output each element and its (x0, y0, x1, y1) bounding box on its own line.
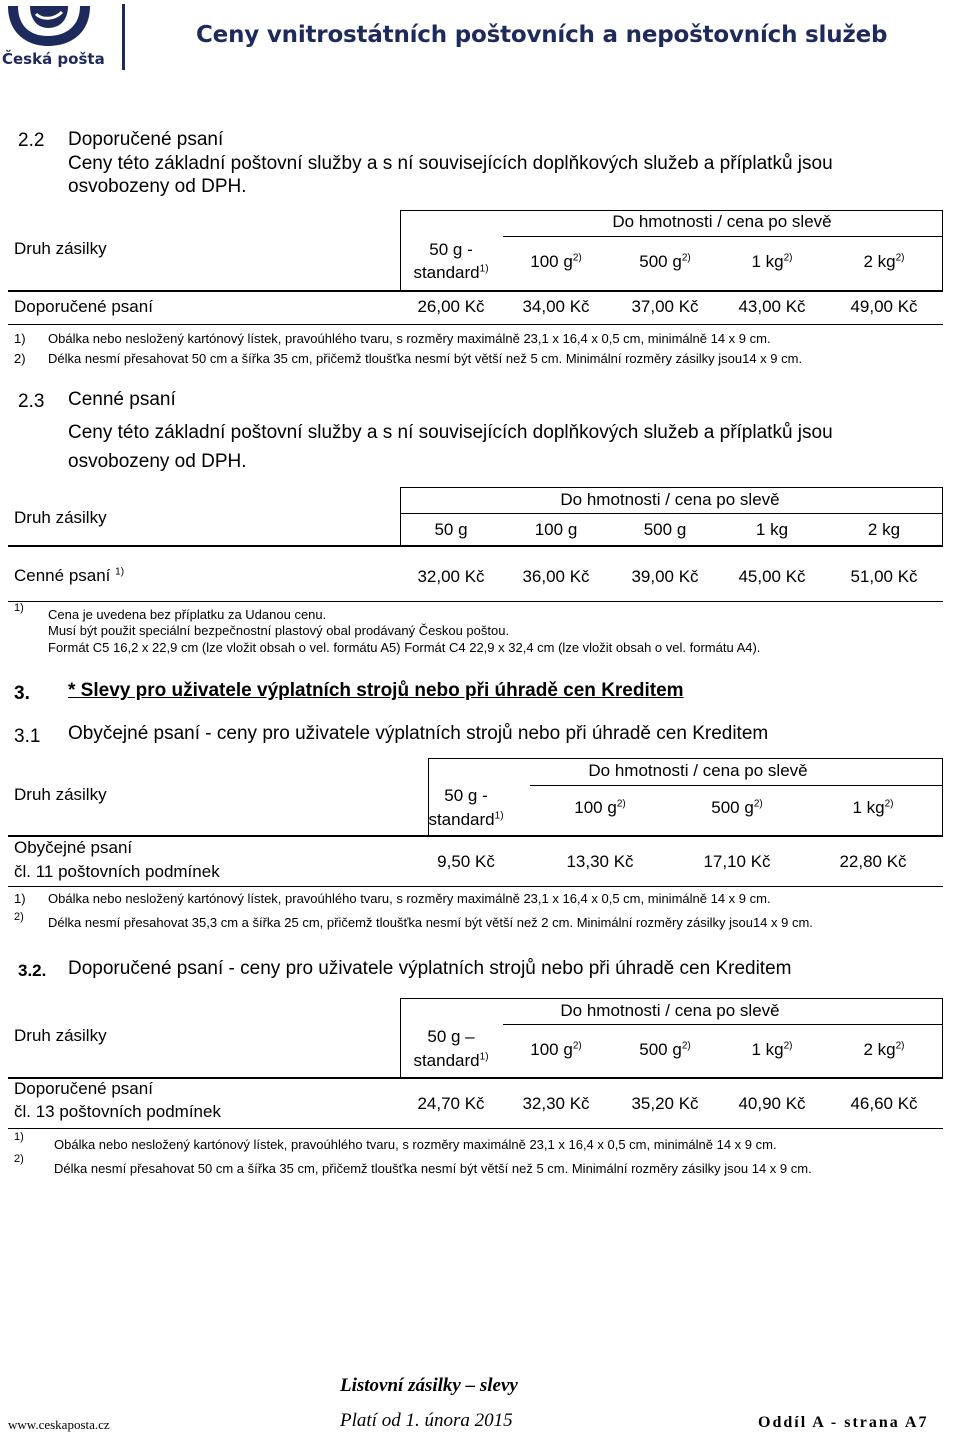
row-label: Cenné psaní $^{1)}$ (14, 566, 125, 585)
group-header: Do hmotnosti / cena po slevě (588, 761, 808, 780)
column-header: standard$^{1)}$ (413, 263, 489, 282)
section-title: Obyčejné psaní - ceny pro uživatele výplatních strojů nebo při úhradě cen Kreditem (68, 723, 769, 744)
header-divider (122, 4, 125, 70)
footer-validity: Platí od 1. února 2015 (340, 1410, 513, 1431)
price-cell: 45,00 Kč (738, 567, 806, 586)
column-header: standard$^{1)}$ (428, 810, 504, 829)
section-number: 3. (14, 683, 30, 704)
column-header: standard$^{1)}$ (413, 1051, 489, 1070)
row-header: Druh zásilky (14, 1026, 107, 1045)
footnote-text: Délka nesmí přesahovat 50 cm a šířka 35 cm, přičemž tloušťka nesmí být větší než 5 cm. Minimální rozměry zásilky jsou 14 x 9 cm. (54, 1161, 812, 1176)
footnote-text: Obálka nebo nesložený kartónový lístek, pravoúhlého tvaru, s rozměry maximálně 23,1 x 16,4 x 0,5 cm, minimálně 14 x 9 cm. (54, 1137, 777, 1152)
column-header: 100 $g^{2)}$ (530, 252, 582, 271)
footnote-mark: 1) (14, 1131, 24, 1143)
logo-text: Česká pošta (2, 50, 105, 68)
column-header: 100 g (534, 520, 578, 539)
footnote-mark: 1) (14, 602, 24, 614)
section-text: osvobozeny od DPH. (68, 176, 247, 197)
column-header: 50 g – (427, 1027, 475, 1046)
table-rule (8, 601, 943, 602)
price-cell: 13,30 Kč (566, 852, 634, 871)
row-label-sub: čl. 11 poštovních podmínek (14, 862, 220, 881)
footer-title: Listovní zásilky – slevy (340, 1375, 518, 1396)
section-title: * Slevy pro uživatele výplatních strojů nebo při úhradě cen Kreditem (68, 680, 684, 701)
table-rule (400, 998, 401, 1077)
table-rule (400, 210, 943, 211)
footnote-text: Musí být použit speciální bezpečnostní plastový obal prodávaný Českou poštou. (48, 623, 510, 638)
column-header: 50 g - (429, 240, 473, 259)
column-header: 1 $kg^{2)}$ (852, 798, 894, 817)
table-rule (8, 290, 943, 292)
table-rule (400, 487, 401, 545)
column-header: 500 $g^{2)}$ (639, 1040, 691, 1059)
table-rule (942, 998, 943, 1077)
row-label: Doporučené psaní (14, 1079, 153, 1098)
footnote-mark: 2) (14, 1153, 24, 1165)
section-text: Ceny této základní poštovní služby a s ní souvisejících doplňkových služeb a příplatků jsou (68, 422, 833, 443)
group-header: Do hmotnosti / cena po slevě (560, 490, 780, 509)
column-header: 500 $g^{2)}$ (639, 252, 691, 271)
column-header: 1 kg (755, 520, 789, 539)
price-cell: 17,10 Kč (703, 852, 771, 871)
section-title: Doporučené psaní (68, 129, 224, 150)
table-rule (8, 324, 943, 325)
column-header: 100 $g^{2)}$ (574, 798, 626, 817)
table-rule (8, 1128, 943, 1129)
footer-page: Oddíl A - strana A7 (758, 1414, 929, 1431)
price-cell: 37,00 Kč (631, 297, 699, 316)
column-header: 500 $g^{2)}$ (711, 798, 763, 817)
footnote-text: Formát C5 16,2 x 22,9 cm (lze vložit obsah o vel. formátu A5) Formát C4 22,9 x 32,4 cm (lze vložit obsah o vel. formátu A4). (48, 640, 761, 655)
section-number: 3.2. (18, 961, 47, 980)
section-number: 2.2 (18, 130, 45, 151)
table-rule (400, 210, 401, 290)
price-cell: 35,20 Kč (631, 1094, 699, 1113)
column-header: 100 $g^{2)}$ (530, 1040, 582, 1059)
footnote-mark: 1) (14, 331, 26, 346)
price-cell: 32,30 Kč (522, 1094, 590, 1113)
section-title: Cenné psaní (68, 389, 176, 410)
price-cell: 32,00 Kč (417, 567, 485, 586)
group-header: Do hmotnosti / cena po slevě (560, 1001, 780, 1020)
footnote-mark: 2) (14, 351, 26, 366)
section-number: 3.1 (14, 726, 41, 747)
table-rule (400, 998, 943, 999)
price-cell: 24,70 Kč (417, 1094, 485, 1113)
group-header: Do hmotnosti / cena po slevě (612, 212, 832, 231)
price-cell: 51,00 Kč (850, 567, 918, 586)
footnote-mark: 2) (14, 911, 24, 923)
price-cell: 43,00 Kč (738, 297, 806, 316)
row-header: Druh zásilky (14, 239, 107, 258)
table-rule (503, 1024, 943, 1025)
price-cell: 40,90 Kč (738, 1094, 806, 1113)
price-cell: 36,00 Kč (522, 567, 590, 586)
column-header: 2 $kg^{2)}$ (863, 1040, 905, 1059)
footnote-text: Cena je uvedena bez příplatku za Udanou cenu. (48, 607, 327, 622)
column-header: 500 g (643, 520, 687, 539)
price-cell: 26,00 Kč (417, 297, 485, 316)
column-header: 2 $kg^{2)}$ (863, 252, 905, 271)
section-text: Ceny této základní poštovní služby a s ní souvisejících doplňkových služeb a příplatků jsou (68, 153, 833, 174)
section-text: osvobozeny od DPH. (68, 451, 247, 472)
footnote-text: Délka nesmí přesahovat 35,3 cm a šířka 25 cm, přičemž tloušťka nesmí být větší než 2 cm. Minimální rozměry zásilky jsou14 x 9 cm. (48, 915, 813, 930)
column-header: 2 kg (867, 520, 901, 539)
footnote-text: Délka nesmí přesahovat 50 cm a šířka 35 cm, přičemž tloušťka nesmí být větší než 5 cm. Minimální rozměry zásilky jsou14 x 9 cm. (48, 351, 803, 366)
row-header: Druh zásilky (14, 785, 107, 804)
row-label: Doporučené psaní (14, 297, 153, 316)
section-number: 2.3 (18, 391, 45, 412)
table-rule (530, 785, 943, 786)
table-rule (942, 210, 943, 290)
footnote-text: Obálka nebo nesložený kartónový lístek, pravoúhlého tvaru, s rozměry maximálně 23,1 x 16,4 x 0,5 cm, minimálně 14 x 9 cm. (48, 331, 771, 346)
row-header: Druh zásilky (14, 508, 107, 527)
column-header: 50 g - (444, 786, 488, 805)
table-rule (942, 758, 943, 835)
footnote-text: Obálka nebo nesložený kartónový lístek, pravoúhlého tvaru, s rozměry maximálně 23,1 x 16,4 x 0,5 cm, minimálně 14 x 9 cm. (48, 891, 771, 906)
page-title: Ceny vnitrostátních poštovních a nepoštovních služeb (196, 22, 888, 48)
price-cell: 39,00 Kč (631, 567, 699, 586)
footnote-mark: 1) (14, 891, 26, 906)
price-cell: 34,00 Kč (522, 297, 590, 316)
price-cell: 9,50 Kč (437, 852, 495, 871)
section-title: Doporučené psaní - ceny pro uživatele výplatních strojů nebo při úhradě cen Kreditem (68, 958, 792, 979)
row-label-sub: čl. 13 poštovních podmínek (14, 1102, 221, 1121)
price-cell: 49,00 Kč (850, 297, 918, 316)
row-label: Obyčejné psaní (14, 838, 133, 857)
table-rule (8, 886, 943, 887)
table-rule (400, 487, 943, 488)
price-cell: 46,60 Kč (850, 1094, 918, 1113)
column-header: 1 $kg^{2)}$ (751, 1040, 793, 1059)
column-header: 1 $kg^{2)}$ (751, 252, 793, 271)
footer-url[interactable]: www.ceskaposta.cz (8, 1417, 110, 1432)
column-header: 50 g (434, 520, 468, 539)
table-rule (428, 758, 943, 759)
table-rule (503, 236, 943, 237)
table-rule (8, 545, 943, 547)
table-rule (942, 487, 943, 545)
price-cell: 22,80 Kč (839, 852, 907, 871)
table-rule (8, 835, 943, 837)
table-rule (400, 513, 943, 514)
